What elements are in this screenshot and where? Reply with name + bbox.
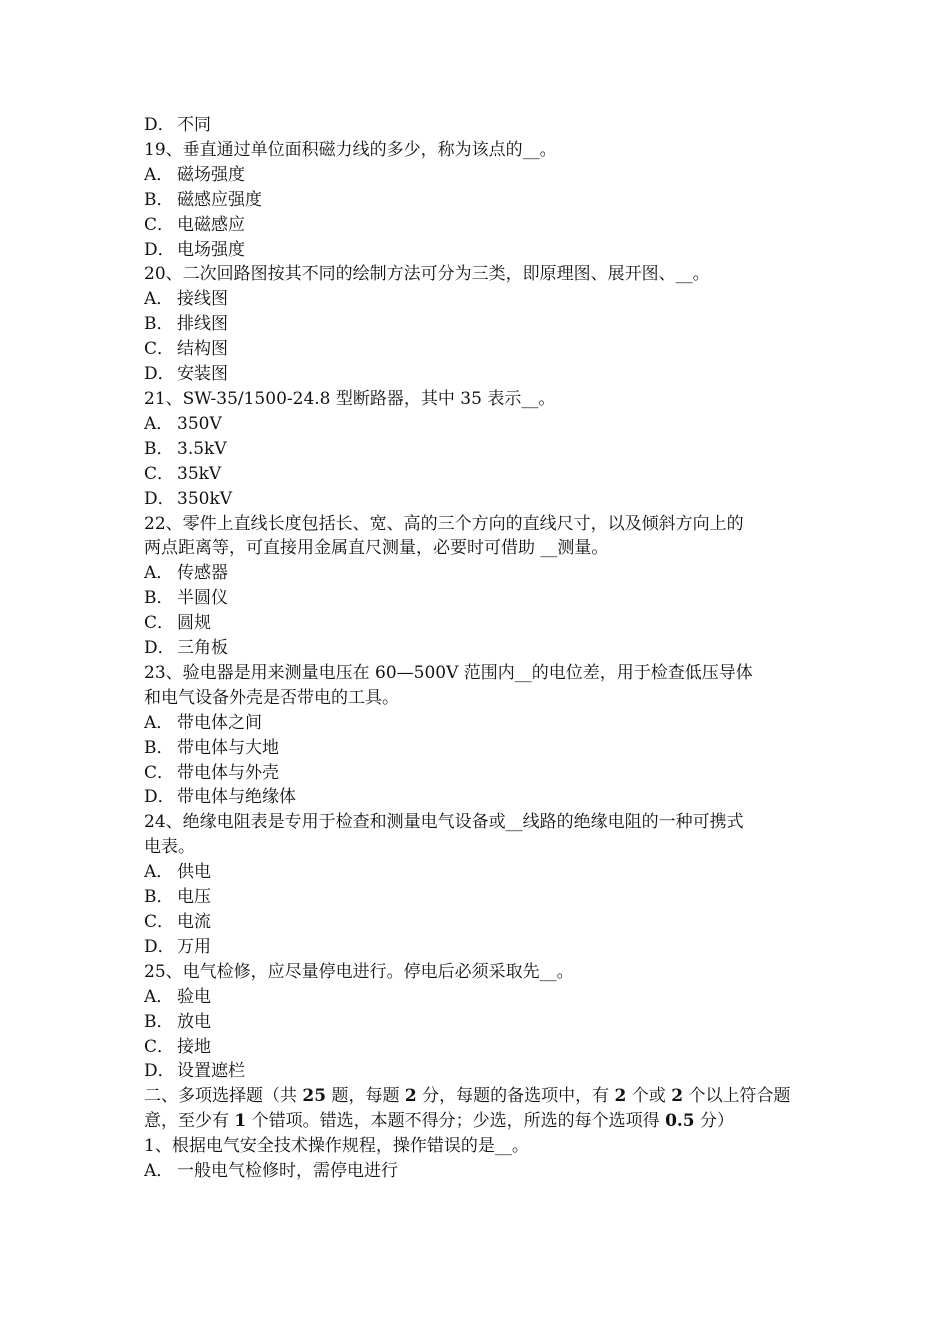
- section-text-6: 个错项。错选，本题不得分；少选，所选的每个选项得: [246, 1111, 666, 1132]
- option-letter: C．: [144, 613, 175, 634]
- option-text: 不同: [177, 115, 211, 135]
- question-text: 和电气设备外壳是否带电的工具。: [144, 687, 399, 708]
- option-text: 磁感应强度: [177, 189, 262, 210]
- option-text: 350V: [177, 413, 222, 434]
- option-letter: C．: [144, 912, 175, 932]
- question-text: 25、电气检修，应尽量停电进行。停电后必须采取先__。: [144, 961, 574, 982]
- section-text-4: 个或: [626, 1086, 672, 1107]
- option-letter: B．: [144, 887, 174, 908]
- option-letter: B．: [144, 1011, 174, 1032]
- answer-option: [144, 785, 808, 810]
- option-text: 电场强度: [177, 239, 245, 260]
- section-min-correct: 2: [614, 1086, 627, 1107]
- answer-option: [144, 437, 808, 462]
- option-letter: C．: [144, 214, 175, 235]
- answer-option: [144, 487, 808, 512]
- answer-option: [144, 312, 808, 337]
- question-text: 22、零件上直线长度包括长、宽、高的三个方向的直线尺寸，以及倾斜方向上的: [144, 513, 744, 534]
- answer-option: [144, 412, 808, 437]
- option-letter: D．: [144, 115, 175, 135]
- answer-option: [144, 611, 808, 636]
- option-text: 验电: [177, 986, 211, 1007]
- answer-option: [144, 636, 808, 661]
- option-text: 带电体与外壳: [177, 762, 279, 783]
- option-text: 半圆仪: [177, 588, 228, 609]
- option-letter: D．: [144, 787, 175, 808]
- option-letter: C．: [144, 762, 175, 783]
- option-text: 供电: [177, 862, 211, 883]
- option-text: 3.5kV: [177, 438, 227, 459]
- option-letter: B．: [144, 189, 174, 210]
- answer-option: [144, 711, 808, 736]
- option-letter: D．: [144, 239, 175, 260]
- option-letter: C．: [144, 339, 175, 360]
- answer-option: [144, 935, 808, 960]
- answer-option: [144, 1059, 808, 1084]
- option-text: 电压: [177, 887, 211, 908]
- option-text: 带电体与大地: [177, 737, 279, 758]
- answer-option: [144, 561, 808, 586]
- answer-option: [144, 163, 808, 188]
- section-text-2: 题，每题: [326, 1086, 405, 1107]
- option-letter: B．: [144, 737, 174, 758]
- option-text: 磁场强度: [177, 164, 245, 185]
- option-text: 电磁感应: [177, 214, 245, 235]
- option-letter: A．: [144, 563, 174, 584]
- option-text: 万用: [177, 936, 211, 957]
- option-text: 接地: [177, 1036, 211, 1057]
- option-letter: C．: [144, 1036, 175, 1057]
- section-text-7: 分）: [694, 1111, 735, 1132]
- answer-option: [144, 586, 808, 611]
- option-text: 350kV: [177, 488, 233, 509]
- answer-option: [144, 337, 808, 362]
- option-text: 圆规: [177, 613, 211, 634]
- option-text: 带电体与绝缘体: [177, 787, 296, 808]
- question-text: 23、验电器是用来测量电压在 60—500V 范围内__的电位差，用于检查低压导体: [144, 662, 753, 683]
- answer-option: [144, 885, 808, 910]
- option-text: 电流: [177, 912, 211, 932]
- answer-option: [144, 860, 808, 885]
- option-letter: A．: [144, 413, 174, 434]
- option-letter: A．: [144, 862, 174, 883]
- question-text: 19、垂直通过单位面积磁力线的多少，称为该点的__。: [144, 139, 557, 160]
- answer-option: [144, 362, 808, 387]
- section-min-correct-2: 2: [671, 1086, 684, 1107]
- question-text: 20、二次回路图按其不同的绘制方法可分为三类，即原理图、展开图、__。: [144, 264, 710, 285]
- answer-option: [144, 1010, 808, 1035]
- answer-option: [144, 113, 808, 138]
- option-letter: D．: [144, 1061, 175, 1082]
- option-text: 排线图: [177, 314, 228, 335]
- option-text: 结构图: [177, 339, 228, 360]
- answer-option: [144, 1159, 808, 1184]
- answer-option: [144, 462, 808, 487]
- option-letter: A．: [144, 164, 174, 185]
- option-letter: D．: [144, 364, 175, 385]
- option-text: 35kV: [177, 463, 222, 484]
- option-letter: B．: [144, 588, 174, 609]
- question-list: [144, 113, 808, 1084]
- option-text: 安装图: [177, 364, 228, 385]
- section-wrong-count: 1: [234, 1111, 247, 1132]
- section-heading: [144, 1084, 808, 1134]
- option-letter: A．: [144, 1161, 174, 1182]
- answer-option: [144, 985, 808, 1010]
- answer-option: [144, 761, 808, 786]
- section-text-3: 分，每题的备选项中，有: [416, 1086, 615, 1107]
- option-text: 接线图: [177, 289, 228, 310]
- answer-option: [144, 736, 808, 761]
- option-letter: A．: [144, 986, 174, 1007]
- option-letter: C．: [144, 463, 175, 484]
- answer-option: [144, 188, 808, 213]
- option-letter: D．: [144, 638, 175, 659]
- section-text-5: 个以上符合题意，至少有: [144, 1086, 791, 1132]
- question-text: 电表。: [144, 837, 195, 858]
- answer-option: [144, 238, 808, 263]
- option-text: 三角板: [177, 638, 228, 659]
- option-letter: A．: [144, 289, 174, 310]
- section-text-1: 二、多项选择题（共: [144, 1086, 303, 1107]
- option-letter: B．: [144, 314, 174, 335]
- option-letter: B．: [144, 438, 174, 459]
- option-text: 放电: [177, 1011, 211, 1032]
- option-text: 设置遮栏: [177, 1061, 245, 1082]
- question-text: 24、绝缘电阻表是专用于检查和测量电气设备或__线路的绝缘电阻的一种可携式: [144, 812, 744, 833]
- question-text: 21、SW-35/1500-24.8 型断路器，其中 35 表示__。: [144, 388, 556, 409]
- option-text: 一般电气检修时，需停电进行: [177, 1161, 398, 1182]
- option-letter: D．: [144, 488, 175, 509]
- section-partial-points: 0.5: [665, 1111, 695, 1132]
- section-count: 25: [302, 1086, 327, 1107]
- option-text: 传感器: [177, 563, 228, 584]
- answer-option: [144, 1035, 808, 1060]
- option-letter: A．: [144, 712, 174, 733]
- question-text: 两点距离等，可直接用金属直尺测量，必要时可借助 __测量。: [144, 538, 609, 559]
- option-text: 带电体之间: [177, 712, 262, 733]
- option-letter: D．: [144, 936, 175, 957]
- section-points: 2: [404, 1086, 417, 1107]
- answer-option: [144, 287, 808, 312]
- answer-option: [144, 213, 808, 238]
- question-list-tail: [144, 1134, 808, 1184]
- question-text: 1、根据电气安全技术操作规程，操作错误的是__。: [144, 1136, 529, 1157]
- document-page: [144, 113, 808, 1184]
- answer-option: [144, 910, 808, 935]
